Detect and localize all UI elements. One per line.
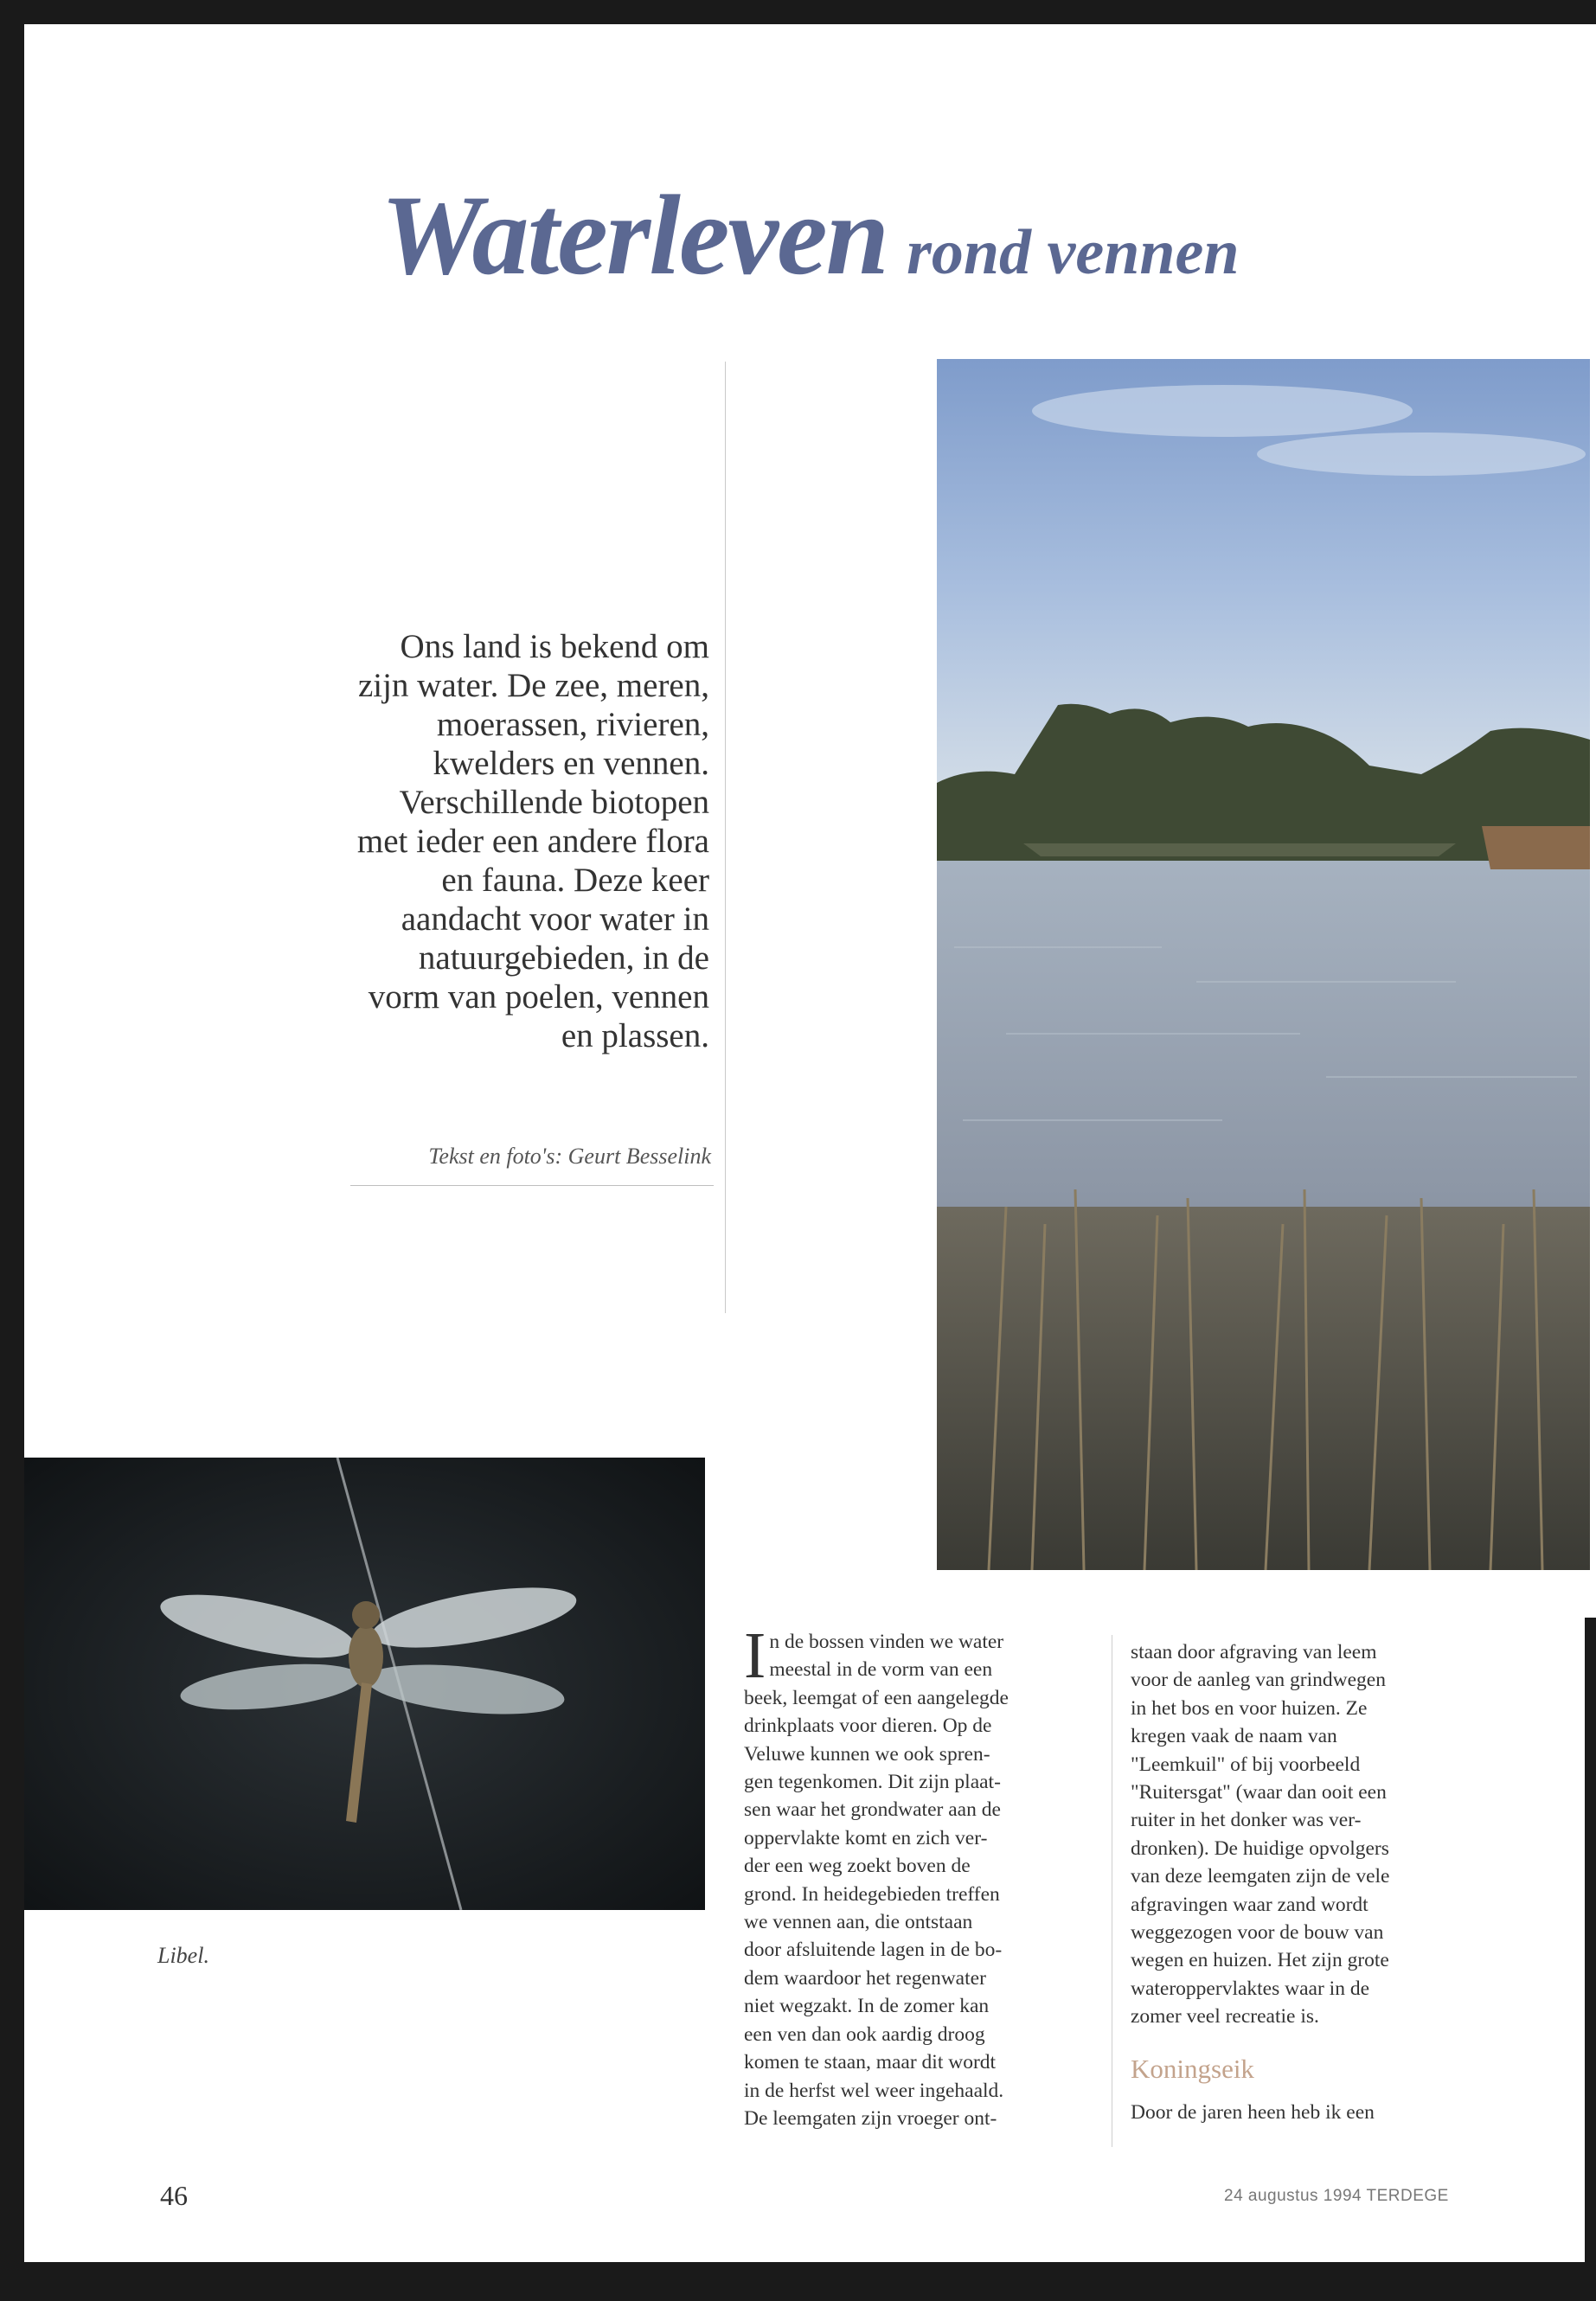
scan-border-right bbox=[1585, 1618, 1596, 2301]
author-credit: Tekst en foto's: Geurt Besselink bbox=[428, 1144, 711, 1169]
scan-border-bottom bbox=[0, 2262, 1596, 2301]
section-heading: Koningseik bbox=[1131, 2053, 1254, 2084]
column-1-text: n de bossen vinden we water meestal in de vorm van een beek, leemgat of een aangelegde drinkplaats voor dieren. Op de Veluwe kunnen we ook spren- gen tegenkomen. Dit zijn plaat- sen waar het grondwater aan de oppervlakte komt en zich ver- der een weg zoekt boven de grond. In heidegebieden treffen we vennen aan, die ontstaan door afsluitende lagen in de bo- dem waardoor het regenwater niet wegzakt. In de zomer kan een ven dan ook aardig droog komen te staan, maar dit wordt in de herfst wel weer ingehaald. De leemgaten zijn vroeger ont- bbox=[744, 1631, 1009, 2130]
column-divider bbox=[725, 362, 726, 1313]
article-title bbox=[381, 169, 1240, 301]
photo-caption: Libel. bbox=[157, 1943, 209, 1968]
intro-text: Ons land is bekend om zijn water. De zee, meren, moerassen, rivieren, kwelders en vennen. Verschillende biotopen met ieder een andere flora en fauna. Deze keer aandacht voor water in natuurgebieden, in de vorm van poelen, vennen en plassen. bbox=[356, 628, 709, 1054]
title-secondary: rond vennen bbox=[907, 217, 1240, 288]
drop-cap: I bbox=[744, 1619, 766, 1692]
article-column-1 bbox=[744, 1619, 1083, 2132]
scan-border-top bbox=[0, 0, 1596, 24]
title-main: Waterleven bbox=[381, 171, 888, 298]
page-number: 46 bbox=[160, 2180, 188, 2211]
credit-rule bbox=[350, 1185, 714, 1186]
article-column-2 bbox=[1131, 1638, 1470, 2127]
column-2-text: staan door afgraving van leem voor de aanleg van grindwegen in het bos en voor huizen. Ze kregen vaak de naam van "Leemkuil" of bij voorbeeld "Ruitersgat" (waar dan ooit een ruiter in het donker was ver- dronken). De huidige opvolgers van deze leemgaten zijn de vele afgravingen waar zand wordt weggezogen voor de bouw van wegen en huizen. Het zijn grote wateroppervlaktes waar in de zomer veel recreatie is. bbox=[1131, 1641, 1390, 2029]
column-2-continuation: Door de jaren heen heb ik een bbox=[1131, 2101, 1375, 2125]
dragonfly-photo bbox=[24, 1458, 705, 1910]
lake-photo bbox=[937, 359, 1590, 1570]
issue-footer: 24 augustus 1994 TERDEGE bbox=[1224, 2187, 1449, 2205]
scan-border-left bbox=[0, 0, 24, 2301]
